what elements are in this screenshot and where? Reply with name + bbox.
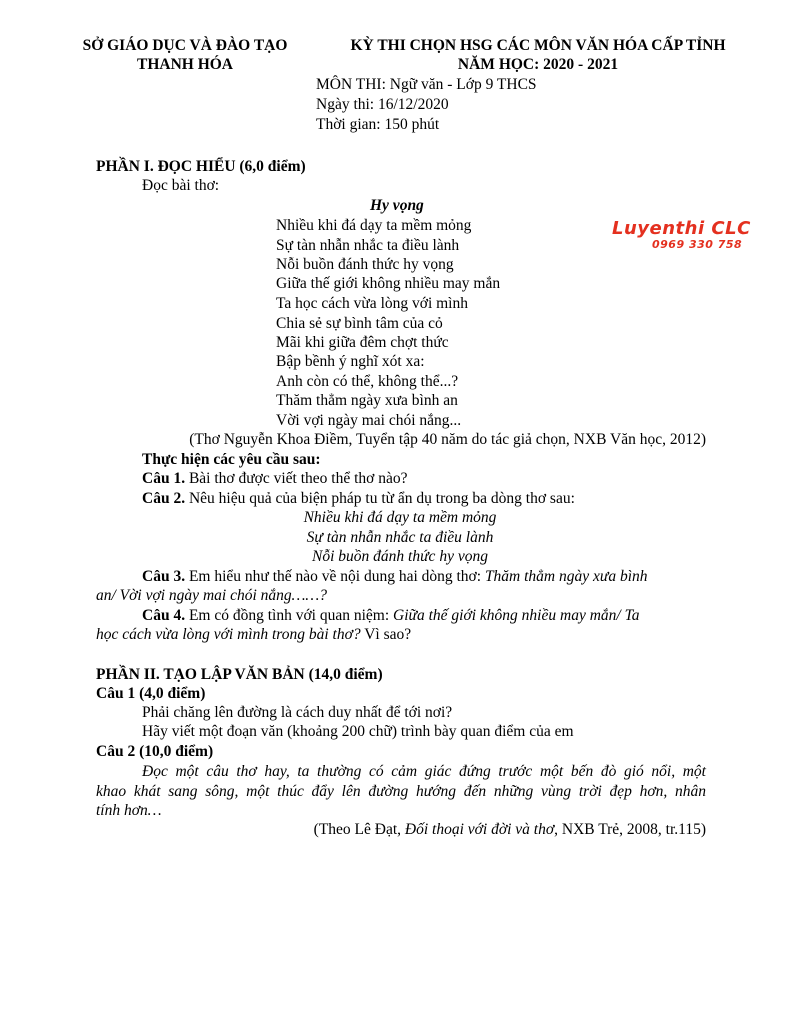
question-4 — [142, 606, 640, 625]
part2-quote-line: Đọc một câu thơ hay, ta thường có cảm giác đứng trước một bến đò gió nổi, một — [142, 763, 706, 780]
source-suffix: , NXB Trẻ, 2008, tr.115) — [554, 821, 706, 838]
poem-line: Chia sẻ sự bình tâm của cỏ — [276, 315, 443, 332]
poem-line: Thăm thẳm ngày xưa bình an — [276, 392, 458, 409]
question-text: Nêu hiệu quả của biện pháp tu từ ẩn dụ trong ba dòng thơ sau: — [185, 490, 575, 507]
province-name: THANH HÓA — [136, 56, 234, 73]
poem-source: (Thơ Nguyễn Khoa Điềm, Tuyển tập 40 năm do tác giả chọn, NXB Văn học, 2012) — [189, 431, 706, 448]
task-heading: Thực hiện các yêu cầu sau: — [142, 451, 321, 468]
question-3 — [142, 567, 648, 586]
question-label: Câu 1. — [142, 470, 186, 487]
quote-line: Nỗi buồn đánh thức hy vọng — [312, 548, 488, 565]
exam-title: KỲ THI CHỌN HSG CÁC MÔN VĂN HÓA CẤP TỈNH — [350, 37, 726, 54]
part1-intro: Đọc bài thơ: — [142, 177, 220, 194]
watermark-phone: 0969 330 758 — [652, 238, 743, 251]
part2-question-1-line: Phải chăng lên đường là cách duy nhất để tới nơi? — [142, 704, 453, 721]
poem-line: Sự tàn nhẫn nhắc ta điều lành — [276, 237, 460, 254]
poem-title: Hy vọng — [370, 197, 424, 214]
poem-line: Bập bềnh ý nghĩ xót xa: — [276, 353, 425, 370]
question-quote: Thăm thẳm ngày xưa bình — [484, 568, 648, 585]
part2-question-1-line: Hãy viết một đoạn văn (khoảng 200 chữ) trình bày quan điểm của em — [142, 723, 574, 740]
part2-quote-source — [96, 820, 706, 839]
question-4-cont — [96, 625, 411, 644]
part2-quote-line: tính hơn… — [96, 802, 162, 819]
question-2 — [142, 489, 575, 508]
watermark-name: Luyenthi CLC — [612, 218, 751, 239]
poem-line: Ta học cách vừa lòng với mình — [276, 295, 468, 312]
school-year: NĂM HỌC: 2020 - 2021 — [457, 56, 619, 73]
question-label: Câu 3. — [142, 568, 186, 585]
poem-line: Nhiều khi đá dạy ta mềm mỏng — [276, 217, 472, 234]
quote-line: Nhiều khi đá dạy ta mềm mỏng — [303, 509, 497, 526]
question-3-cont: an/ Vời vợi ngày mai chói nắng……? — [96, 587, 327, 604]
part1-heading: PHẦN I. ĐỌC HIỂU (6,0 điểm) — [96, 158, 306, 175]
department-name: SỞ GIÁO DỤC VÀ ĐÀO TẠO — [82, 37, 288, 54]
exam-subject: MÔN THI: Ngữ văn - Lớp 9 THCS — [316, 76, 537, 93]
poem-line: Nỗi buồn đánh thức hy vọng — [276, 256, 454, 273]
question-text: Em có đồng tình với quan niệm: — [185, 607, 394, 624]
poem-line: Mãi khi giữa đêm chợt thức — [276, 334, 449, 351]
question-tail: Vì sao? — [360, 626, 412, 643]
poem-line: Anh còn có thể, không thể...? — [276, 373, 459, 390]
poem-line: Vời vợi ngày mai chói nắng... — [276, 412, 462, 429]
part2-quote-line: khao khát sang sông, một thúc đẩy lên đường hướng đến những vùng trời đẹp hơn, nhân — [96, 783, 706, 800]
quote-line: Sự tàn nhẫn nhắc ta điều lành — [306, 529, 494, 546]
part2-question-2-label: Câu 2 (10,0 điểm) — [96, 743, 214, 760]
question-text: Em hiểu như thế nào về nội dung hai dòng thơ: — [185, 568, 485, 585]
source-prefix: (Theo Lê Đạt, — [313, 821, 405, 838]
exam-duration: Thời gian: 150 phút — [316, 116, 440, 133]
question-text: Bài thơ được viết theo thể thơ nào? — [185, 470, 408, 487]
question-label: Câu 2. — [142, 490, 186, 507]
part2-question-1-label: Câu 1 (4,0 điểm) — [96, 685, 206, 702]
part2-heading: PHẦN II. TẠO LẬP VĂN BẢN (14,0 điểm) — [96, 666, 383, 683]
question-1 — [142, 469, 407, 488]
question-quote: học cách vừa lòng với mình trong bài thơ? — [96, 626, 361, 643]
source-book-title: Đối thoại với đời và thơ — [404, 821, 555, 838]
poem-line: Giữa thế giới không nhiều may mắn — [276, 275, 501, 292]
question-label: Câu 4. — [142, 607, 186, 624]
watermark-logo — [612, 219, 762, 251]
exam-date: Ngày thi: 16/12/2020 — [316, 96, 449, 113]
question-quote: Giữa thế giới không nhiều may mắn/ Ta — [393, 607, 640, 624]
